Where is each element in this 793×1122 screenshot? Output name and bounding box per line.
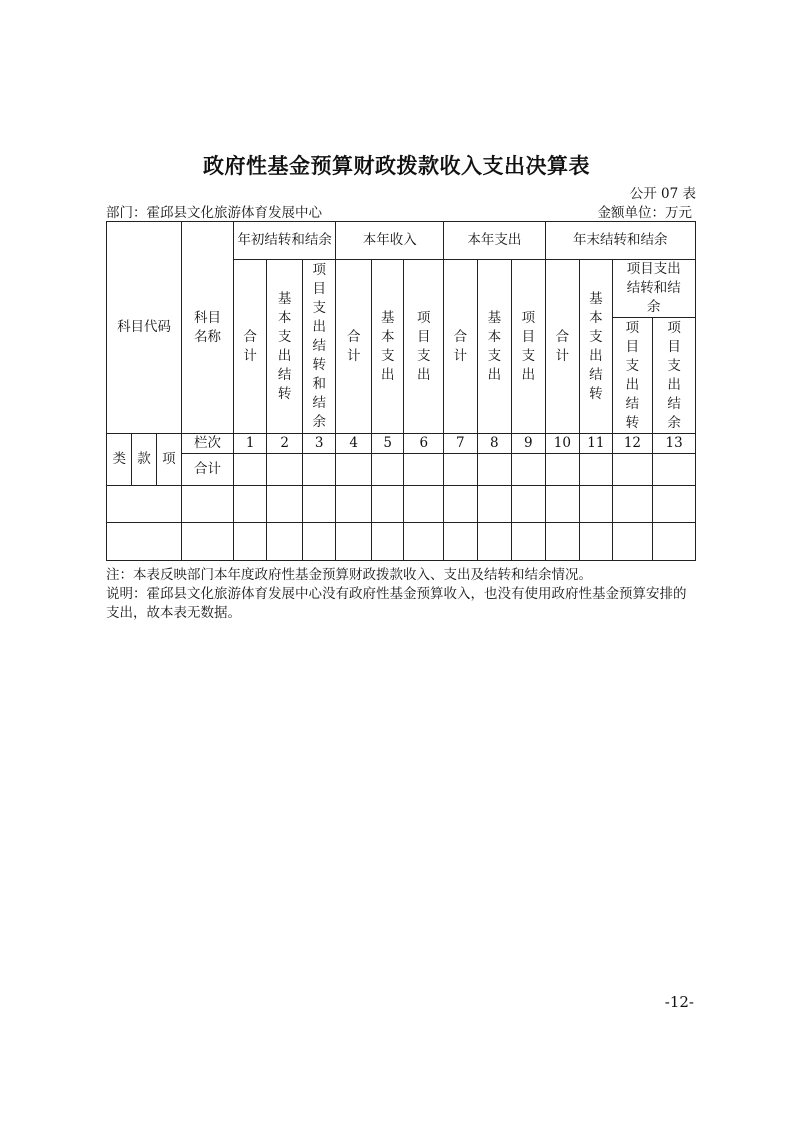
table-cell (233, 454, 267, 486)
table-cell (233, 486, 267, 523)
header-end-project-surplus: 项目支出结余 (653, 318, 696, 434)
column-number: 6 (404, 434, 444, 454)
table-row (107, 486, 696, 523)
header-class-kuan: 款 (132, 434, 156, 486)
table-cell (545, 486, 580, 523)
column-order-label: 栏次 (182, 434, 234, 454)
sum-row-label: 合计 (182, 454, 234, 486)
header-subject-code: 科目代码 (107, 222, 182, 434)
table-cell (302, 523, 336, 561)
header-income-project: 项目支出 (404, 260, 444, 434)
table-cell (302, 486, 336, 523)
column-number: 1 (233, 434, 267, 454)
table-cell (653, 486, 696, 523)
header-begin-total: 合计 (233, 260, 267, 434)
table-cell (512, 454, 546, 486)
table-cell (371, 486, 403, 523)
table-cell (512, 523, 546, 561)
table-cell (612, 486, 653, 523)
column-number: 3 (302, 434, 336, 454)
table-cell (477, 454, 512, 486)
column-number: 7 (444, 434, 478, 454)
header-income-basic: 基本支出 (371, 260, 403, 434)
table-cell (653, 523, 696, 561)
table-cell (404, 486, 444, 523)
header-current-expense: 本年支出 (444, 222, 546, 260)
table-cell (545, 454, 580, 486)
table-cell (545, 523, 580, 561)
column-number: 8 (477, 434, 512, 454)
header-begin-balance: 年初结转和结余 (233, 222, 336, 260)
header-end-project-carry-surplus: 项目支出结转和结余 (612, 260, 695, 318)
column-number: 2 (267, 434, 303, 454)
header-current-income: 本年收入 (336, 222, 444, 260)
table-cell (653, 454, 696, 486)
table-cell (336, 486, 372, 523)
header-end-balance: 年末结转和结余 (545, 222, 695, 260)
header-income-total: 合计 (336, 260, 372, 434)
column-number: 9 (512, 434, 546, 454)
table-cell (267, 454, 303, 486)
column-number: 13 (653, 434, 696, 454)
table-cell (107, 523, 182, 561)
table-cell (612, 523, 653, 561)
table-cell (404, 523, 444, 561)
table-cell (612, 454, 653, 486)
column-number: 12 (612, 434, 653, 454)
form-number: 公开 07 表 (629, 186, 696, 202)
table-cell (580, 454, 612, 486)
table-row (107, 454, 696, 486)
table-cell (404, 454, 444, 486)
table-cell (580, 523, 612, 561)
table-cell (512, 486, 546, 523)
header-subject-name: 科目名称 (182, 222, 234, 434)
table-cell (336, 523, 372, 561)
table-cell (267, 523, 303, 561)
table-cell (580, 486, 612, 523)
table-cell (444, 486, 478, 523)
header-class-lei: 类 (107, 434, 132, 486)
table-cell (477, 486, 512, 523)
budget-table (106, 221, 696, 561)
table-cell (371, 454, 403, 486)
table-cell (336, 454, 372, 486)
header-end-total: 合计 (545, 260, 580, 434)
table-cell (182, 523, 234, 561)
table-cell (371, 523, 403, 561)
header-end-project-carry: 项目支出结转 (612, 318, 653, 434)
department-label: 部门：霍邱县文化旅游体育发展中心 (106, 205, 322, 221)
header-class-xiang: 项 (156, 434, 181, 486)
amount-unit-label: 金额单位：万元 (597, 205, 692, 221)
header-end-basic-carry: 基本支出结转 (580, 260, 612, 434)
page-title: 政府性基金预算财政拨款收入支出决算表 (203, 153, 590, 178)
table-cell (444, 454, 478, 486)
column-number: 11 (580, 434, 612, 454)
table-row (107, 523, 696, 561)
table-cell (182, 486, 234, 523)
column-number: 10 (545, 434, 580, 454)
table-cell (477, 523, 512, 561)
header-begin-project-carry-surplus: 项目支出结转和结余 (302, 260, 336, 434)
table-cell (267, 486, 303, 523)
header-expense-basic: 基本支出 (477, 260, 512, 434)
table-explanation: 说明：霍邱县文化旅游体育发展中心没有政府性基金预算收入，也没有使用政府性基金预算安排的支出，故本表无数据。 (106, 586, 687, 621)
column-number: 4 (336, 434, 372, 454)
header-expense-total: 合计 (444, 260, 478, 434)
table-note: 注：本表反映部门本年度政府性基金预算财政拨款收入、支出及结转和结余情况。 (106, 567, 592, 583)
table-cell (444, 523, 478, 561)
table-cell (107, 486, 182, 523)
column-number: 5 (371, 434, 403, 454)
table-cell (302, 454, 336, 486)
header-begin-basic-carry: 基本支出结转 (267, 260, 303, 434)
header-expense-project: 项目支出 (512, 260, 546, 434)
page-number: -12- (664, 993, 694, 1011)
table-cell (233, 523, 267, 561)
